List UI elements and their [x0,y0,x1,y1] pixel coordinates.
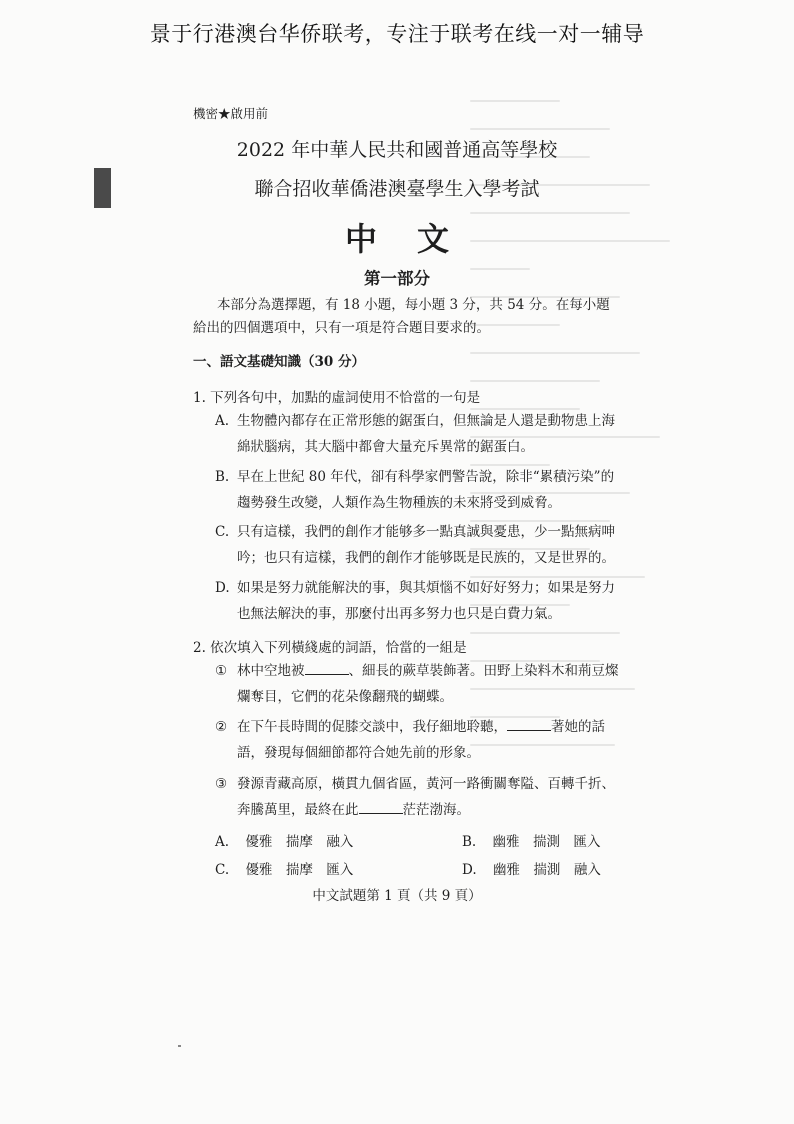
question-2-stem: 2. 依次填入下列橫綫處的詞語，恰當的一組是 [193,640,467,656]
section-heading: 一、語文基礎知識（30 分） [193,354,365,370]
choice-label: C. [215,862,230,878]
sentence-label: ③ [215,776,228,792]
q2-sentence-2 [215,714,625,766]
choice-label: A. [215,834,230,850]
choice-label: B. [462,834,477,850]
promo-banner: 景于行港澳台华侨联考，专注于联考在线一对一辅导 [149,22,645,46]
option-text: 如果是努力就能解決的事，與其煩惱不如好好努力；如果是努力也無法解決的事，那麼付出再多努力也只是白費力氣。 [237,580,615,622]
choice-label: D. [462,862,477,878]
option-text: 生物體內都存在正常形態的鋸蛋白，但無論是人還是動物患上海綿狀腦病，其大腦中都會大量充斥異常的鋸蛋白。 [237,413,615,455]
sentence-text-after: 、細長的蕨草裝飾著。田野上染料木和荊豆燦爛奪目，它們的花朵像翻飛的蝴蝶。 [237,663,619,705]
part-instructions: 本部分為選擇題，有 18 小題，每小題 3 分，共 54 分。在每小題給出的四個選項中，只有一項是符合題目要求的。 [193,297,610,336]
exam-title-line1: 2022 年中華人民共和國普通高等學校 [236,139,558,161]
q2-choice-c [215,858,353,878]
q2-choice-a [215,830,353,850]
part-title: 第一部分 [364,269,430,288]
subject-title: 中文 [344,220,489,258]
q1-option-d [215,575,625,627]
q1-option-c [215,519,625,571]
option-text: 只有這樣，我們的創作才能够多一點真誠與憂患，少一點無病呻吟；也只有這樣，我們的創作才能够既是民族的，又是世界的。 [237,524,615,566]
sentence-text-before: 發源青藏高原，橫貫九個省區，黃河一路衝關奪隘、百轉千折、奔騰萬里，最終在此 [237,776,615,818]
sentence-text-after: 著她的話語，發現每個細節都符合她先前的形象。 [237,719,605,761]
exam-title-line2: 聯合招收華僑港澳臺學生入學考試 [254,178,540,200]
q1-option-a [215,408,625,460]
sentence-text-after: 茫茫渤海。 [402,802,470,818]
option-label: B. [215,469,230,485]
option-text: 早在上世紀 80 年代，卻有科學家們警告說，除非“累積污染”的趨勢發生改變，人類作為生物種族的未來將受到威脅。 [237,469,615,511]
q2-sentence-3 [215,771,625,823]
choice-text: 優雅 揣摩 融入 [245,834,354,850]
q1-option-b [215,464,625,516]
fill-blank [507,718,551,731]
page-footer: 中文試題第 1 頁（共 9 頁） [312,888,482,904]
q2-choice-d [462,858,601,878]
fill-blank [359,801,403,814]
question-1-stem: 1. 下列各句中，加點的虛詞使用不恰當的一句是 [193,390,481,406]
option-label: C. [215,524,230,540]
choice-text: 幽雅 揣測 匯入 [492,834,601,850]
fill-blank [305,662,349,675]
q2-sentence-1 [215,658,625,710]
sentence-text-before: 林中空地被 [237,663,305,679]
confidential-mark: 機密★啟用前 [193,106,269,121]
sentence-label: ② [215,719,228,735]
option-label: D. [215,580,230,596]
sentence-label: ① [215,663,228,679]
scan-speck [178,1045,181,1047]
choice-text: 優雅 揣摩 匯入 [245,862,354,878]
q2-choice-b [462,830,601,850]
sentence-text-before: 在下午長時間的促膝交談中，我仔細地聆聽， [237,719,507,735]
choice-text: 幽雅 揣測 融入 [492,862,601,878]
option-label: A. [215,413,230,429]
